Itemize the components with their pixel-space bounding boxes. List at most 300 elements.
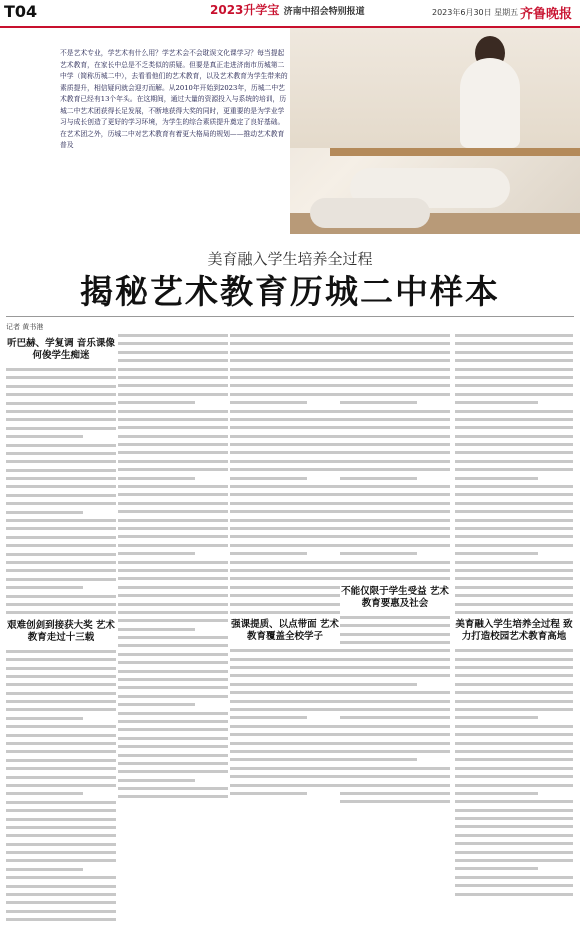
text-line [230, 708, 340, 711]
text-line [6, 692, 116, 695]
text-line [230, 485, 340, 488]
text-line [455, 544, 573, 547]
text-line [6, 667, 116, 670]
text-line [340, 334, 450, 337]
text-line [230, 451, 340, 454]
text-line [455, 859, 573, 862]
text-line [455, 784, 573, 787]
text-line [455, 527, 573, 530]
text-line [118, 544, 228, 547]
text-line [118, 519, 228, 522]
text-line [118, 737, 228, 740]
text-line [340, 784, 450, 787]
text-line [230, 468, 340, 471]
text-line [118, 527, 228, 530]
text-line [455, 683, 573, 686]
text-line [230, 393, 340, 396]
text-line [455, 809, 573, 812]
text-line [118, 493, 228, 496]
text-line [340, 666, 450, 669]
text-line [455, 426, 573, 429]
text-line [340, 691, 450, 694]
text-line [455, 876, 573, 879]
text-line [118, 477, 195, 480]
text-line [340, 443, 450, 446]
text-line [455, 393, 573, 396]
text-line [230, 586, 340, 589]
text-line [455, 443, 573, 446]
text-line [230, 784, 340, 787]
text-line [118, 502, 228, 505]
text-line [455, 691, 573, 694]
text-line [455, 342, 573, 345]
text-line [6, 511, 83, 514]
text-line [230, 666, 340, 669]
text-line [455, 611, 573, 614]
text-line [455, 800, 573, 803]
text-line [6, 402, 116, 405]
text-line [230, 658, 340, 661]
text-line [340, 351, 450, 354]
text-line [6, 460, 116, 463]
text-line [6, 901, 116, 904]
text-column-3 [230, 334, 340, 800]
text-line [6, 586, 83, 589]
text-line [230, 510, 340, 513]
text-line [6, 569, 116, 572]
text-line [340, 535, 450, 538]
text-line [340, 742, 450, 745]
text-line [118, 552, 195, 555]
banner-subtitle: 济南中招会特别报道 [283, 7, 365, 17]
text-line [455, 519, 573, 522]
text-line [340, 577, 450, 580]
text-line [6, 611, 116, 614]
text-line [340, 477, 417, 480]
text-line [6, 595, 116, 598]
text-line [340, 460, 450, 463]
text-line [340, 502, 450, 505]
text-line [455, 775, 573, 778]
text-line [230, 368, 340, 371]
text-line [118, 628, 195, 631]
text-line [6, 776, 116, 779]
text-line [455, 586, 573, 589]
text-line [230, 683, 340, 686]
text-line [455, 893, 573, 896]
text-line [6, 427, 116, 430]
text-line [455, 561, 573, 564]
text-line [230, 552, 307, 555]
text-line [6, 519, 116, 522]
text-line [455, 535, 573, 538]
text-line [340, 493, 450, 496]
text-line [6, 544, 116, 547]
text-line [230, 700, 340, 703]
text-line [6, 708, 116, 711]
text-line [230, 376, 340, 379]
text-line [455, 658, 573, 661]
text-line [340, 468, 450, 471]
text-line [118, 644, 228, 647]
text-line [230, 649, 340, 652]
text-line [340, 775, 450, 778]
text-line [455, 334, 573, 337]
text-line [340, 552, 417, 555]
text-line [118, 770, 228, 773]
text-line [6, 742, 116, 745]
text-line [455, 834, 573, 837]
text-line [118, 451, 228, 454]
text-line [230, 767, 340, 770]
text-line [118, 460, 228, 463]
text-line [340, 544, 450, 547]
text-line [6, 868, 83, 871]
text-line [118, 468, 228, 471]
text-line [340, 633, 450, 636]
text-line [230, 792, 307, 795]
article-kicker: 美育融入学生培养全过程 [207, 250, 373, 268]
text-line [455, 594, 573, 597]
text-line [118, 611, 228, 614]
text-line [230, 410, 340, 413]
text-line [455, 742, 573, 745]
text-line [6, 683, 116, 686]
text-line [455, 569, 573, 572]
body-text [230, 334, 340, 614]
text-line [6, 750, 116, 753]
text-line [118, 334, 228, 337]
text-line [455, 825, 573, 828]
text-line [118, 359, 228, 362]
text-line [340, 725, 450, 728]
text-line [230, 342, 340, 345]
text-line [6, 759, 116, 762]
text-line [230, 674, 340, 677]
text-line [455, 603, 573, 606]
text-line [455, 351, 573, 354]
text-line [6, 809, 116, 812]
text-line [6, 792, 83, 795]
text-line [455, 758, 573, 761]
text-line [118, 661, 228, 664]
text-line [6, 885, 116, 888]
text-line [455, 384, 573, 387]
text-line [455, 792, 538, 795]
text-line [6, 376, 116, 379]
text-line [6, 418, 116, 421]
body-text [340, 616, 450, 804]
text-line [6, 918, 116, 921]
text-line [230, 418, 340, 421]
subhead: 听巴赫、学复调 音乐课像何俊学生痴迷 [7, 338, 115, 361]
text-line [340, 767, 450, 770]
text-line [6, 494, 116, 497]
text-column-5 [455, 334, 573, 901]
text-line [230, 569, 340, 572]
text-line [455, 368, 573, 371]
text-line [230, 561, 340, 564]
text-line [6, 527, 116, 530]
text-line [455, 510, 573, 513]
text-line [118, 728, 228, 731]
text-line [455, 817, 573, 820]
text-line [118, 619, 228, 622]
text-line [455, 552, 538, 555]
text-line [340, 393, 450, 396]
text-line [230, 775, 340, 778]
text-line [230, 359, 340, 362]
text-line [118, 686, 228, 689]
text-line [6, 834, 116, 837]
text-line [455, 649, 573, 652]
text-line [340, 616, 450, 619]
text-line [230, 535, 340, 538]
text-line [230, 691, 340, 694]
body-text [455, 649, 573, 895]
text-line [455, 750, 573, 753]
text-line [455, 767, 573, 770]
text-line [230, 502, 340, 505]
text-line [6, 851, 116, 854]
text-line [455, 502, 573, 505]
text-line [340, 418, 450, 421]
text-line [455, 418, 573, 421]
text-line [340, 800, 450, 803]
page-number: T04 [4, 2, 38, 21]
text-line [6, 444, 116, 447]
text-line [340, 401, 417, 404]
text-line [340, 368, 450, 371]
text-line [230, 527, 340, 530]
body-text [230, 649, 340, 795]
text-line [455, 401, 538, 404]
text-line [6, 368, 116, 371]
text-line [340, 451, 450, 454]
text-line [118, 695, 228, 698]
text-line [455, 485, 573, 488]
subhead: 强课提质、以点带面 艺术教育覆盖全校学子 [231, 619, 339, 643]
text-line [118, 754, 228, 757]
text-line [455, 884, 573, 887]
text-line [340, 410, 450, 413]
text-line [340, 700, 450, 703]
text-line [455, 700, 573, 703]
text-line [340, 674, 450, 677]
text-line [230, 733, 340, 736]
text-line [6, 717, 83, 720]
text-line [118, 418, 228, 421]
text-line [6, 561, 116, 564]
text-line [6, 801, 116, 804]
lead-paragraph: 不是艺术专业，学艺术有什么用？学艺术会不会耽误文化课学习？每当提起艺术教育，在家长中总是不乏类似的质疑。但要是真正走进济南市历城第二中学（简称历城二中），去看看他们的艺术教育，以及艺术教育为学生带来的素质提升，相信疑问就会迎刃而解。从2010年开始到2023年，历城二中艺术教育已经有13个年头。在这期间，通过大量的资源投入与系统的培训，历城二中艺术团获得长足发展，不断地获得大奖的同时，更重要的是为学业学习与成长创造了更好的学习环境，为学生的综合素质提升奠定了良好基础。在艺术团之外，历城二中对艺术教育有着更大格局的规划——推动艺术教育普及 [60, 49, 288, 149]
text-line [118, 670, 228, 673]
text-line [118, 342, 228, 345]
text-column-4 [340, 334, 450, 809]
text-line [6, 859, 116, 862]
text-line [340, 426, 450, 429]
text-line [230, 401, 307, 404]
text-line [6, 578, 116, 581]
text-line [340, 561, 450, 564]
text-line [118, 678, 228, 681]
text-line [340, 641, 450, 644]
text-line [230, 334, 340, 337]
text-line [455, 451, 573, 454]
text-line [118, 376, 228, 379]
text-line [6, 700, 116, 703]
body-text [6, 650, 116, 922]
text-line [6, 734, 116, 737]
text-line [118, 569, 228, 572]
text-line [340, 384, 450, 387]
text-line [230, 519, 340, 522]
text-line [6, 485, 116, 488]
text-line [118, 384, 228, 387]
subhead: 不能仅限于学生受益 艺术教育要惠及社会 [341, 585, 449, 609]
article-headline: 揭秘艺术教育历城二中样本 [80, 272, 500, 311]
text-line [118, 712, 228, 715]
text-line [455, 477, 538, 480]
text-line [6, 553, 116, 556]
text-line [118, 586, 228, 589]
text-line [230, 758, 340, 761]
text-line [118, 410, 228, 413]
text-line [340, 435, 450, 438]
body-text [6, 368, 116, 614]
text-line [6, 893, 116, 896]
text-line [455, 725, 573, 728]
body-text [340, 334, 450, 580]
text-line [6, 410, 116, 413]
text-line [118, 653, 228, 656]
banner-title: 2023升学宝 [210, 3, 280, 17]
text-line [455, 577, 573, 580]
text-line [6, 767, 116, 770]
text-line [230, 426, 340, 429]
text-line [118, 426, 228, 429]
text-line [6, 477, 116, 480]
text-line [118, 401, 195, 404]
text-line [6, 876, 116, 879]
text-line [118, 351, 228, 354]
text-line [6, 502, 116, 505]
body-text [118, 334, 228, 798]
text-line [118, 762, 228, 765]
text-line [340, 683, 417, 686]
text-line [230, 477, 307, 480]
text-line [6, 536, 116, 539]
text-line [230, 742, 340, 745]
byline: 记者 黄书港 [6, 323, 44, 331]
text-line [6, 910, 116, 913]
text-line [118, 720, 228, 723]
text-line [6, 725, 116, 728]
text-line [230, 493, 340, 496]
text-line [118, 561, 228, 564]
text-line [118, 787, 228, 790]
text-line [455, 842, 573, 845]
text-line [455, 733, 573, 736]
text-line [230, 443, 340, 446]
text-line [118, 603, 228, 606]
text-line [455, 867, 538, 870]
text-line [118, 393, 228, 396]
text-line [118, 535, 228, 538]
text-line [455, 666, 573, 669]
text-line [340, 733, 450, 736]
issue-date: 2023年6月30日 星期五 [432, 8, 519, 17]
text-line [340, 376, 450, 379]
text-line [230, 750, 340, 753]
text-line [118, 435, 228, 438]
subhead: 艰难创剑到接获大奖 艺术教育走过十三载 [7, 619, 115, 643]
text-line [6, 452, 116, 455]
text-line [230, 603, 340, 606]
text-column-2 [118, 334, 228, 804]
text-line [455, 460, 573, 463]
page-header [0, 0, 580, 28]
text-line [230, 544, 340, 547]
text-line [340, 519, 450, 522]
text-line [6, 469, 116, 472]
text-line [340, 569, 450, 572]
text-line [118, 443, 228, 446]
text-line [118, 485, 228, 488]
text-line [6, 385, 116, 388]
text-line [6, 826, 116, 829]
text-line [455, 410, 573, 413]
text-line [6, 603, 116, 606]
body-text [455, 334, 573, 614]
text-line [6, 675, 116, 678]
text-line [118, 510, 228, 513]
divider [6, 316, 574, 317]
text-line [6, 784, 116, 787]
text-line [340, 624, 450, 627]
text-line [230, 594, 340, 597]
text-line [230, 716, 307, 719]
text-line [118, 745, 228, 748]
text-line [6, 650, 116, 653]
text-line [455, 468, 573, 471]
text-line [455, 716, 538, 719]
text-line [118, 703, 195, 706]
text-line [340, 716, 450, 719]
text-line [340, 658, 450, 661]
dance-class-photo [290, 28, 580, 234]
text-line [455, 674, 573, 677]
section-banner [210, 1, 365, 18]
text-line [340, 527, 450, 530]
text-line [118, 779, 195, 782]
text-column-1 [6, 334, 116, 927]
text-line [118, 636, 228, 639]
text-line [455, 851, 573, 854]
text-line [6, 658, 116, 661]
text-line [455, 376, 573, 379]
text-line [118, 795, 228, 798]
text-line [118, 368, 228, 371]
text-line [6, 393, 116, 396]
text-line [230, 725, 340, 728]
text-line [230, 460, 340, 463]
text-line [340, 359, 450, 362]
text-line [340, 758, 417, 761]
text-line [340, 750, 450, 753]
text-line [230, 435, 340, 438]
subhead: 美育融入学生培养全过程 致力打造校园艺术教育高地 [455, 619, 573, 643]
